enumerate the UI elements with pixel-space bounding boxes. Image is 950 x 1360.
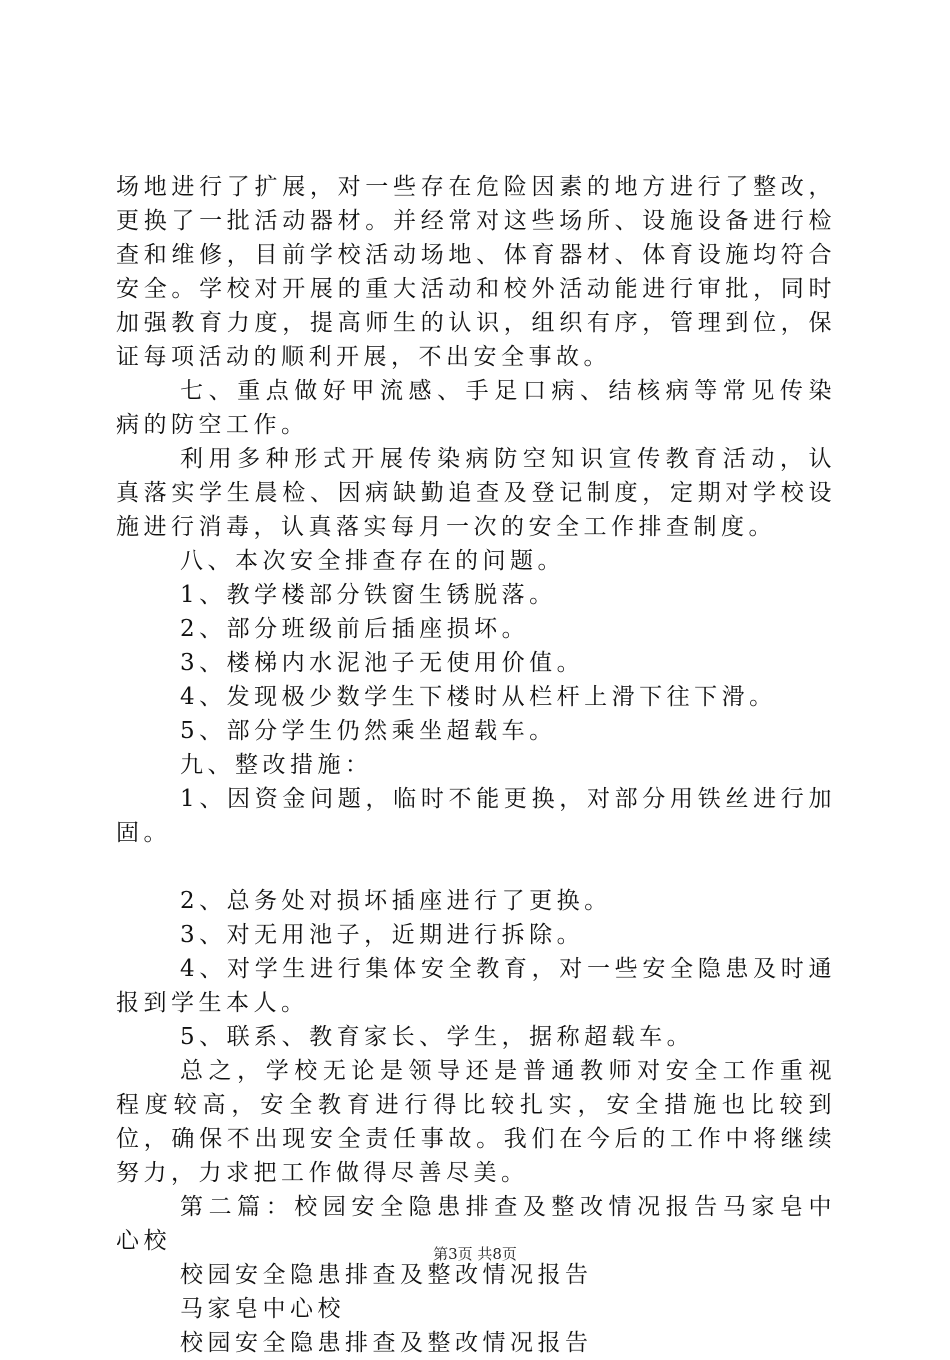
paragraph-intro-continuation: 场地进行了扩展，对一些存在危险因素的地方进行了整改，更换了一批活动器材。并经常对这些场所、设施设备进行检查和维修，目前学校活动场地、体育器材、体育设施均符合安全。学校对开展的重大活动和校外活动能进行审批，同时加强教育力度，提高师生的认识，组织有序，管理到位，保证每项活动的顺利开展，不出安全事故。 [116,174,836,370]
document-body [116,170,836,1360]
problem-item-2: 2、部分班级前后插座损坏。 [180,616,530,642]
section-heading-7: 七、重点做好甲流感、手足口病、结核病等常见传染病的防空工作。 [116,378,836,438]
section-heading-9: 九、整改措施： [180,752,373,778]
school-name: 马家皂中心校 [180,1296,345,1322]
measure-item-3: 3、对无用池子，近期进行拆除。 [180,922,585,948]
section-heading-8: 八、本次安全排查存在的问题。 [180,548,565,574]
problem-item-4: 4、发现极少数学生下楼时从栏杆上滑下往下滑。 [180,684,777,710]
measure-item-2: 2、总务处对损坏插座进行了更换。 [180,888,612,914]
measure-item-1: 1、因资金问题，临时不能更换，对部分用铁丝进行加固。 [116,786,836,846]
problem-item-3: 3、楼梯内水泥池子无使用价值。 [180,650,585,676]
measure-item-4: 4、对学生进行集体安全教育，对一些安全隐患及时通报到学生本人。 [116,956,836,1016]
paragraph-conclusion: 总之，学校无论是领导还是普通教师对安全工作重视程度较高，安全教育进行得比较扎实，安全措施也比较到位，确保不出现安全责任事故。我们在今后的工作中将继续努力，力求把工作做得尽善尽美。 [116,1058,836,1186]
problem-item-1: 1、教学楼部分铁窗生锈脱落。 [180,582,557,608]
report-title: 校园安全隐患排查及整改情况报告 [180,1262,593,1288]
paragraph-disease-prevention: 利用多种形式开展传染病防空知识宣传教育活动，认真落实学生晨检、因病缺勤追查及登记制度，定期对学校设施进行消毒，认真落实每月一次的安全工作排查制度。 [116,446,836,540]
report-title-repeat: 校园安全隐患排查及整改情况报告 [180,1330,593,1356]
page-number-footer: 第3页 共8页 [433,1245,517,1263]
problem-item-5: 5、部分学生仍然乘坐超载车。 [180,718,557,744]
measure-item-5: 5、联系、教育家长、学生，据称超载车。 [180,1024,695,1050]
second-article-heading: 第二篇：校园安全隐患排查及整改情况报告马家皂中心校 [116,1194,836,1254]
blank-line [116,850,836,884]
